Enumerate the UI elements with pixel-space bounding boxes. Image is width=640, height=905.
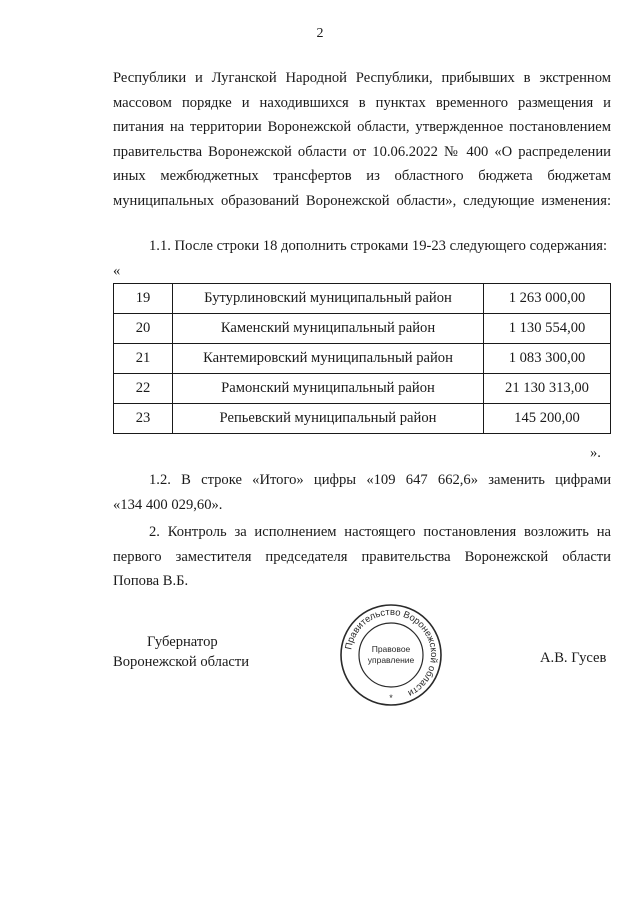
amount: 1 083 300,00	[484, 344, 611, 374]
intro-line: правительства Воронежской области от 10.06.2022 № 400 «О распределении	[113, 143, 611, 160]
page-number: 2	[316, 26, 324, 41]
stamp-star: *	[389, 693, 393, 703]
districts-table	[113, 283, 611, 434]
item-2-line: 2. Контроль за исполнением настоящего постановления возложить на	[149, 524, 611, 540]
table-row	[114, 284, 611, 314]
amount: 1 130 554,00	[484, 314, 611, 344]
official-stamp	[338, 602, 444, 708]
intro-line: иных межбюджетных трансфертов из областного бюджета бюджетам	[113, 168, 611, 185]
item-1-2	[113, 468, 611, 517]
item-2-line: первого заместителя председателя правительства Воронежской области	[113, 548, 611, 565]
row-number: 21	[114, 344, 173, 374]
quote-open: «	[113, 263, 121, 279]
stamp-ring-text: Правительство Воронежской области	[343, 606, 440, 699]
table-row	[114, 374, 611, 404]
intro-line: Республики и Луганской Народной Республики, прибывших в экстренном	[113, 70, 611, 86]
item-2-line: Попова В.Б.	[113, 573, 189, 590]
stamp-center-line: управление	[367, 655, 415, 665]
item-1-2-line: «134 400 029,60».	[113, 496, 223, 513]
intro-line: питания на территории Воронежской области, утвержденное постановлением	[113, 119, 611, 136]
signatory-name: А.В. Гусев	[540, 650, 607, 666]
signatory-title	[113, 632, 273, 672]
amount: 145 200,00	[484, 404, 611, 434]
amount: 1 263 000,00	[484, 284, 611, 314]
item-1-2-line: 1.2. В строке «Итого» цифры «109 647 662,6» заменить цифрами	[149, 472, 611, 488]
row-number: 22	[114, 374, 173, 404]
table-row	[114, 344, 611, 374]
signatory-title-line: Воронежской области	[113, 654, 250, 670]
intro-line: муниципальных образований Воронежской области», следующие изменения:	[113, 192, 611, 209]
district-name: Бутурлиновский муниципальный район	[173, 284, 484, 314]
district-name: Рамонский муниципальный район	[173, 374, 484, 404]
amount: 21 130 313,00	[484, 374, 611, 404]
quote-close: ».	[590, 445, 601, 461]
item-2	[113, 520, 611, 594]
item-1-1: 1.1. После строки 18 дополнить строками 19-23 следующего содержания:	[149, 238, 608, 254]
table-row	[114, 314, 611, 344]
district-name: Репьевский муниципальный район	[173, 404, 484, 434]
intro-line: массовом порядке и находившихся в пунктах временного размещения и	[113, 94, 611, 111]
stamp-center-line: Правовое	[371, 644, 411, 654]
row-number: 23	[114, 404, 173, 434]
district-name: Кантемировский муниципальный район	[173, 344, 484, 374]
intro-paragraph	[113, 66, 611, 214]
table-row	[114, 404, 611, 434]
district-name: Каменский муниципальный район	[173, 314, 484, 344]
row-number: 20	[114, 314, 173, 344]
signatory-title-line: Губернатор	[147, 634, 218, 650]
row-number: 19	[114, 284, 173, 314]
